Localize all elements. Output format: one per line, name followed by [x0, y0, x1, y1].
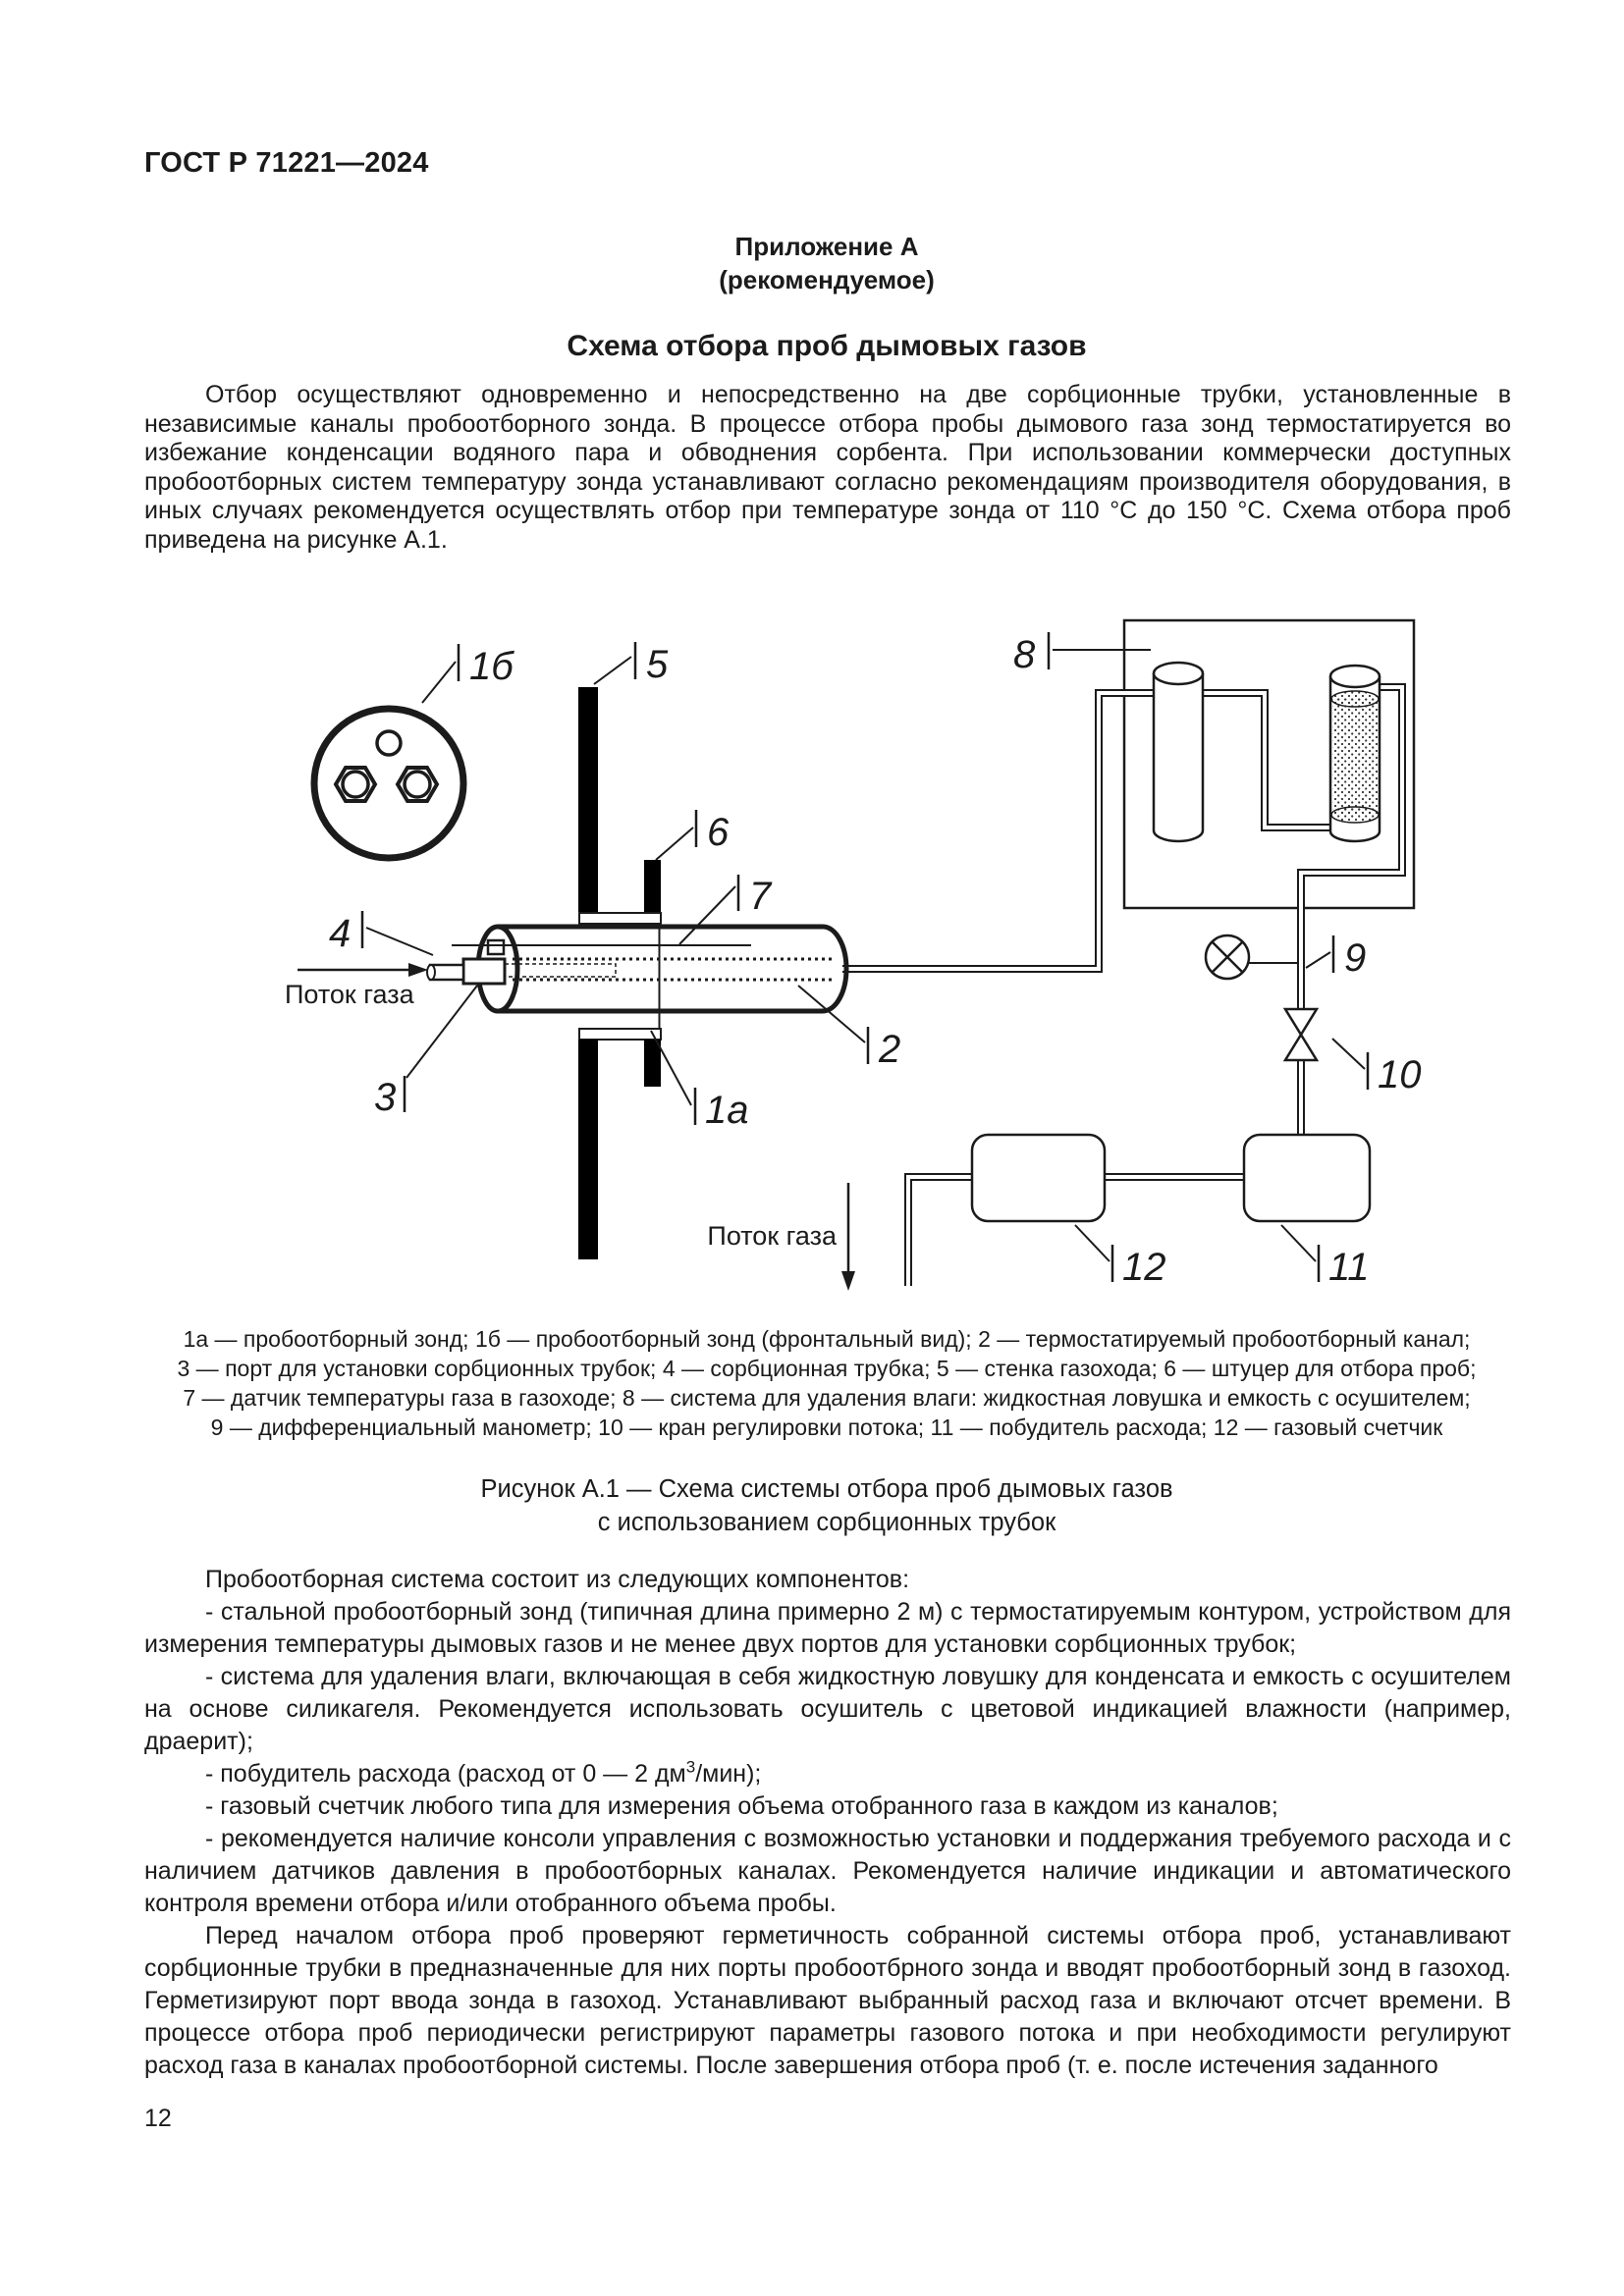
figure-caption-line1: Рисунок А.1 — Схема системы отбора проб дымовых газов: [480, 1475, 1173, 1503]
flow-inducer-box: [1244, 1135, 1370, 1221]
intro-paragraph: Отбор осуществляют одновременно и непосредственно на две сорбционные трубки, установленные в независимые каналы пробоотборного зонда. В процессе отбора пробы дымового газа зонд термостатируется во избежание конденсации водяного пара и обводнения сорбента. При использовании коммерчески доступных пробоотборных систем температуру зонда устанавливают согласно рекомендациям производителя оборудования, в иных случаях рекомендуется осуществлять отбор при температуре зонда от 110 °С до 150 °С. Схема отбора проб приведена на рисунке А.1.: [144, 381, 1511, 554]
gas-meter-box: [972, 1135, 1105, 1221]
callout-8: 8: [1013, 633, 1036, 676]
callout-7: 7: [749, 875, 772, 918]
page-number: 12: [144, 2105, 172, 2132]
gas-flow-label-bottom: Поток газа: [707, 1221, 837, 1251]
desiccant-cylinder: [1330, 666, 1380, 841]
document-standard-number: ГОСТ Р 71221—2024: [144, 147, 429, 179]
figure-caption: [144, 1472, 1509, 1539]
arrow-down-icon: [841, 1271, 855, 1291]
appendix-note: (рекомендуемое): [719, 265, 935, 294]
sorption-tube: [427, 959, 505, 984]
legend-line-2: 3 — порт для установки сорбционных трубок; 4 — сорбционная трубка; 5 — стенка газохода; 6 — штуцер для отбора проб;: [177, 1356, 1477, 1381]
figure-caption-line2: с использованием сорбционных трубок: [597, 1509, 1056, 1536]
appendix-label: Приложение А: [734, 232, 919, 261]
upper-port: [488, 940, 504, 954]
callout-10: 10: [1378, 1053, 1422, 1096]
callout-2: 2: [879, 1028, 901, 1071]
legend-line-3: 7 — датчик температуры газа в газоходе; 8 — система для удаления влаги: жидкостная ловушка и емкость с осушителем;: [183, 1385, 1471, 1411]
component-item-flow-inducer: [144, 1758, 1511, 1790]
sampling-probe: [427, 927, 846, 1011]
callout-6: 6: [707, 811, 730, 854]
component-item-probe: - стальной пробоотборный зонд (типичная длина примерно 2 м) с термостатируемым контуром, устройством для измерения температуры дымовых газов и не менее двух портов для установки сорбционных трубок;: [144, 1598, 1511, 1658]
duct-wall: [578, 687, 661, 1259]
callout-9: 9: [1344, 936, 1367, 980]
figure-legend: [144, 1324, 1509, 1442]
liquid-trap-cylinder: [1154, 663, 1203, 841]
component-item-gas-meter: - газовый счетчик любого типа для измерения объема отобранного газа в каждом из каналов;: [205, 1792, 1278, 1820]
component-item-console: - рекомендуется наличие консоли управления с возможностью установки и поддержания требуемого расхода и с наличием датчиков давления в пробоотборных каналах. Рекомендуется наличие индикации и автоматического контроля времени отбора и/или отобранного объема пробы.: [144, 1825, 1511, 1917]
procedure-paragraph: Перед началом отбора проб проверяют герметичность собранной системы отбора проб, устанавливают сорбционные трубки в предназначенные для них порты пробоотбрного зонда и вводят пробоотборный зонд в газоход. Герметизируют порт ввода зонда в газоход. Устанавливают выбранный расход газа и включают отсчет времени. В процессе отбора проб периодически регистрируют параметры газового потока и при необходимости регулируют расход газа в каналах пробоотборной системы. После завершения отбора проб (т. е. после истечения заданного: [144, 1922, 1511, 2079]
legend-line-1: 1а — пробоотборный зонд; 1б — пробоотборный зонд (фронтальный вид); 2 — термостатируемый пробоотборный канал;: [183, 1326, 1471, 1352]
flow-item-post: /мин);: [695, 1760, 762, 1788]
callout-1b: 1б: [469, 645, 514, 688]
components-intro: Пробоотборная система состоит из следующих компонентов:: [205, 1566, 910, 1593]
body-text-block: [144, 1564, 1511, 2082]
section-title: Схема отбора проб дымовых газов: [567, 330, 1087, 362]
legend-line-4: 9 — дифференциальный манометр; 10 — кран регулировки потока; 11 — побудитель расхода; 12 — газовый счетчик: [210, 1415, 1443, 1440]
flow-item-pre: - побудитель расхода (расход от 0 — 2 дм: [205, 1760, 686, 1788]
probe-frontal-view: [314, 709, 463, 858]
gas-flow-bottom: [707, 1183, 855, 1291]
gas-flow-left: [285, 963, 428, 1009]
callout-11: 11: [1328, 1246, 1370, 1289]
gas-flow-label-left: Поток газа: [285, 980, 414, 1009]
callout-3: 3: [374, 1076, 397, 1119]
callout-4: 4: [329, 912, 352, 955]
callout-1a: 1а: [705, 1089, 749, 1132]
flow-item-sup: 3: [685, 1757, 696, 1777]
callout-12: 12: [1122, 1246, 1166, 1289]
differential-manometer: [1206, 935, 1299, 979]
component-item-moisture: - система для удаления влаги, включающая в себя жидкостную ловушку для конденсата и емкость с осушителем на основе силикагеля. Рекомендуется использовать осушитель с цветовой индикацией влажности (например, драерит);: [144, 1663, 1511, 1755]
arrow-right-icon: [408, 963, 428, 977]
flow-control-valve: [1285, 1009, 1317, 1060]
tube-inside-outline: [505, 964, 616, 977]
callout-5: 5: [646, 643, 669, 686]
